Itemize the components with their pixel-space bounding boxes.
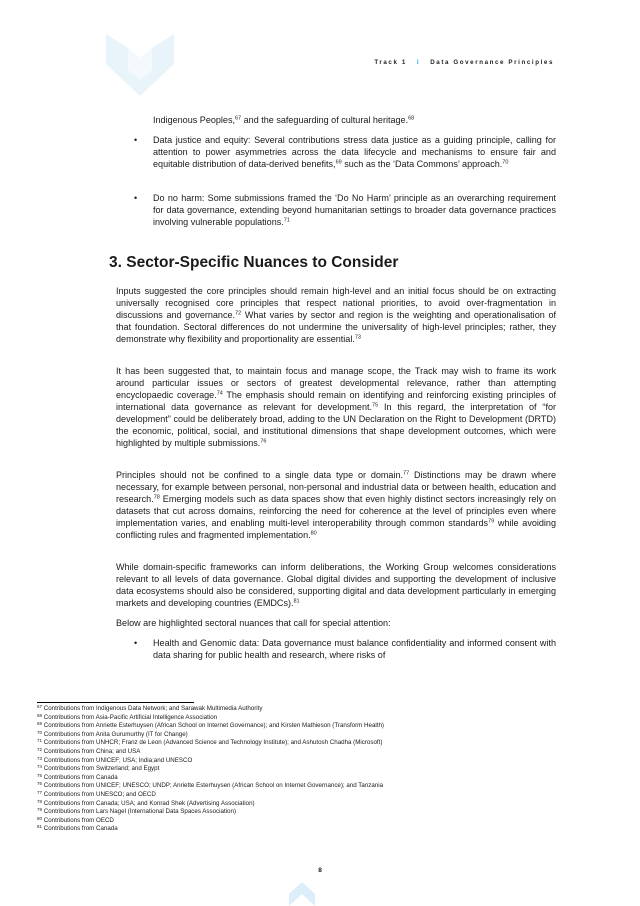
footnote bbox=[37, 722, 597, 731]
footnote-text: Contributions from UNHCR; Franz de Leon (Advanced Science and Technology Institute); and Ashutosh Chadha (Microsoft) bbox=[43, 739, 383, 747]
footnote-number: 80 bbox=[37, 815, 43, 821]
body-paragraph: Principles should not be confined to a single data type or domain.$^{77}$ Distinctions may be drawn where necessary, for example between personal, non-personal and industrial data or between health, education and research.$^{78}$ Emerging models such as data spaces show that even highly distinct sectors increasingly rely on datasets that cut across domains, reinforcing the need for coherence at the level of principles even where implementation varies, and enabling multi-level interoperability through common standards$^{79}$ while avoiding conflicting rules and fragmented implementation.$^{80}$ bbox=[116, 470, 556, 540]
bullet-marker: • bbox=[134, 193, 138, 203]
footnote bbox=[37, 808, 597, 817]
header-title: Data Governance Principles bbox=[430, 59, 554, 66]
footnote-divider bbox=[37, 702, 194, 703]
body-paragraph: It has been suggested that, to maintain focus and manage scope, the Track may wish to frame its work around particular issues or sectors of greatest developmental relevance, rather than attempting encyclopaedic coverage.$^{74}$ The emphasis should remain on identifying and reinforcing existing principles of international data governance as relevant for development.$^{75}$ In this regard, the interpretation of “for development” could be deliberately broad, adding to the UN Declaration on the Right to Development (DRTD) the economic, political, social, and institutional dimensions that shape development outcomes, which were highlighted by multiple submissions.$^{76}$ bbox=[116, 366, 557, 448]
bullet-marker: • bbox=[134, 638, 138, 648]
body-paragraph: Inputs suggested the core principles should remain high-level and an initial focus should be on extracting universally recognised core principles that respect national priorities, to avoid over-fragmentation in discussions and governance.$^{72}$ What varies by sector and region is the weighting and operationalisation of that foundation. Sectoral differences do not undermine the universality of high-level principles; rather, they demonstrate why flexibility and proportionality are essential.$^{73}$ bbox=[116, 286, 556, 344]
footnote bbox=[37, 757, 597, 766]
list-item: • Do no harm: Some submissions framed the ‘Do No Harm’ principle as an overarching requirement for data governance, extending beyond humanitarian settings to broader data governance practices involving vulnerable populations.$^{71}$ bbox=[134, 193, 556, 227]
footnote-number: 77 bbox=[37, 789, 43, 795]
bullet-marker: • bbox=[134, 135, 138, 145]
footnote-text: Contributions from Canada bbox=[43, 825, 118, 833]
footnote-text: Contributions from UNICEF; USA; India;and UNESCO bbox=[43, 756, 193, 764]
header-track: Track 1 bbox=[374, 59, 407, 66]
footnote-text: Contributions from Anita Gurumurthy (IT for Change) bbox=[43, 730, 188, 738]
body-paragraph: Below are highlighted sectoral nuances that call for special attention: bbox=[116, 618, 391, 628]
footnote-text: Contributions from Canada; USA; and Konrad Shek (Advertising Association) bbox=[43, 799, 255, 807]
footnote-text: Contributions from Indigenous Data Network; and Sarawak Multimedia Authority bbox=[43, 705, 263, 712]
page-number: 8 bbox=[318, 867, 322, 874]
footnote bbox=[37, 765, 597, 774]
footnote bbox=[37, 748, 597, 757]
footnote-text: Contributions from Canada bbox=[43, 773, 118, 781]
footnote-number: 73 bbox=[37, 755, 43, 761]
list-item: • Data justice and equity: Several contributions stress data justice as a guiding principle, calling for attention to power asymmetries across the data lifecycle and mechanisms to ensure fair and equitable distribution of data-derived benefits,$^{69}$ such as the ‘Data Commons’ approach.$^{70}$ bbox=[134, 135, 556, 169]
footnote-number: 69 bbox=[37, 721, 43, 727]
footnote-number: 68 bbox=[37, 712, 43, 718]
running-header bbox=[374, 59, 554, 66]
footnote-text: Contributions from Lars Nagel (International Data Spaces Association) bbox=[43, 808, 237, 816]
footnote bbox=[37, 791, 597, 800]
footnote-number: 81 bbox=[37, 824, 43, 830]
list-item: • Health and Genomic data: Data governance must balance confidentiality and informed consent with data sharing for public health and research, where risks of bbox=[134, 638, 556, 660]
chevron-up-logo-icon bbox=[289, 880, 315, 906]
section-heading: 3. Sector-Specific Nuances to Consider bbox=[109, 254, 399, 271]
footnote-text: Contributions from OECD bbox=[43, 816, 114, 824]
continued-text: Indigenous Peoples,$^{67}$ and the safeguarding of cultural heritage.$^{68}$ bbox=[153, 115, 415, 125]
footnote-number: 70 bbox=[37, 729, 43, 735]
footnote bbox=[37, 739, 597, 748]
footnote-text: Contributions from China; and USA bbox=[43, 747, 141, 755]
footnote-number: 72 bbox=[37, 746, 43, 752]
footnote bbox=[37, 782, 597, 791]
footnote-text: Contributions from Anriette Esterhuysen (African School on Internet Governance); and Kirsten Mathieson (Transform Health) bbox=[43, 722, 384, 730]
footnote-text: Contributions from Asia-Pacific Artificial Intelligence Association bbox=[43, 713, 218, 721]
footnote-number: 71 bbox=[37, 738, 43, 744]
chevron-down-logo-icon bbox=[106, 34, 174, 96]
footnote bbox=[37, 825, 597, 834]
footnote-number: 78 bbox=[37, 798, 43, 804]
footnote-text: Contributions from UNICEF; UNESCO; UNDP; Anriette Esterhuysen (African School on Internet Governance); and Tanzania bbox=[43, 782, 384, 790]
footnote-number: 74 bbox=[37, 764, 43, 770]
footnote-number: 67 bbox=[37, 704, 43, 709]
footnote-text: Contributions from UNESCO; and OECD bbox=[43, 790, 156, 798]
footnote-number: 79 bbox=[37, 807, 43, 813]
footnote bbox=[37, 705, 597, 714]
footnote bbox=[37, 800, 597, 809]
footnote-text: Contributions from Switzerland; and Egypt bbox=[43, 765, 160, 773]
header-separator: I bbox=[416, 59, 421, 66]
footnote-number: 76 bbox=[37, 781, 43, 787]
footnote-number: 75 bbox=[37, 772, 43, 778]
footnote bbox=[37, 817, 597, 826]
footnote bbox=[37, 714, 597, 723]
footnotes bbox=[37, 705, 597, 834]
body-paragraph: While domain-specific frameworks can inform deliberations, the Working Group welcomes considerations relevant to all levels of data governance. Global digital divides and supporting the development of inclusive data ecosystems should also be considered, supporting digital and data development particularly in emerging markets and developing countries (EMDCs).$^{81}$ bbox=[116, 562, 556, 608]
